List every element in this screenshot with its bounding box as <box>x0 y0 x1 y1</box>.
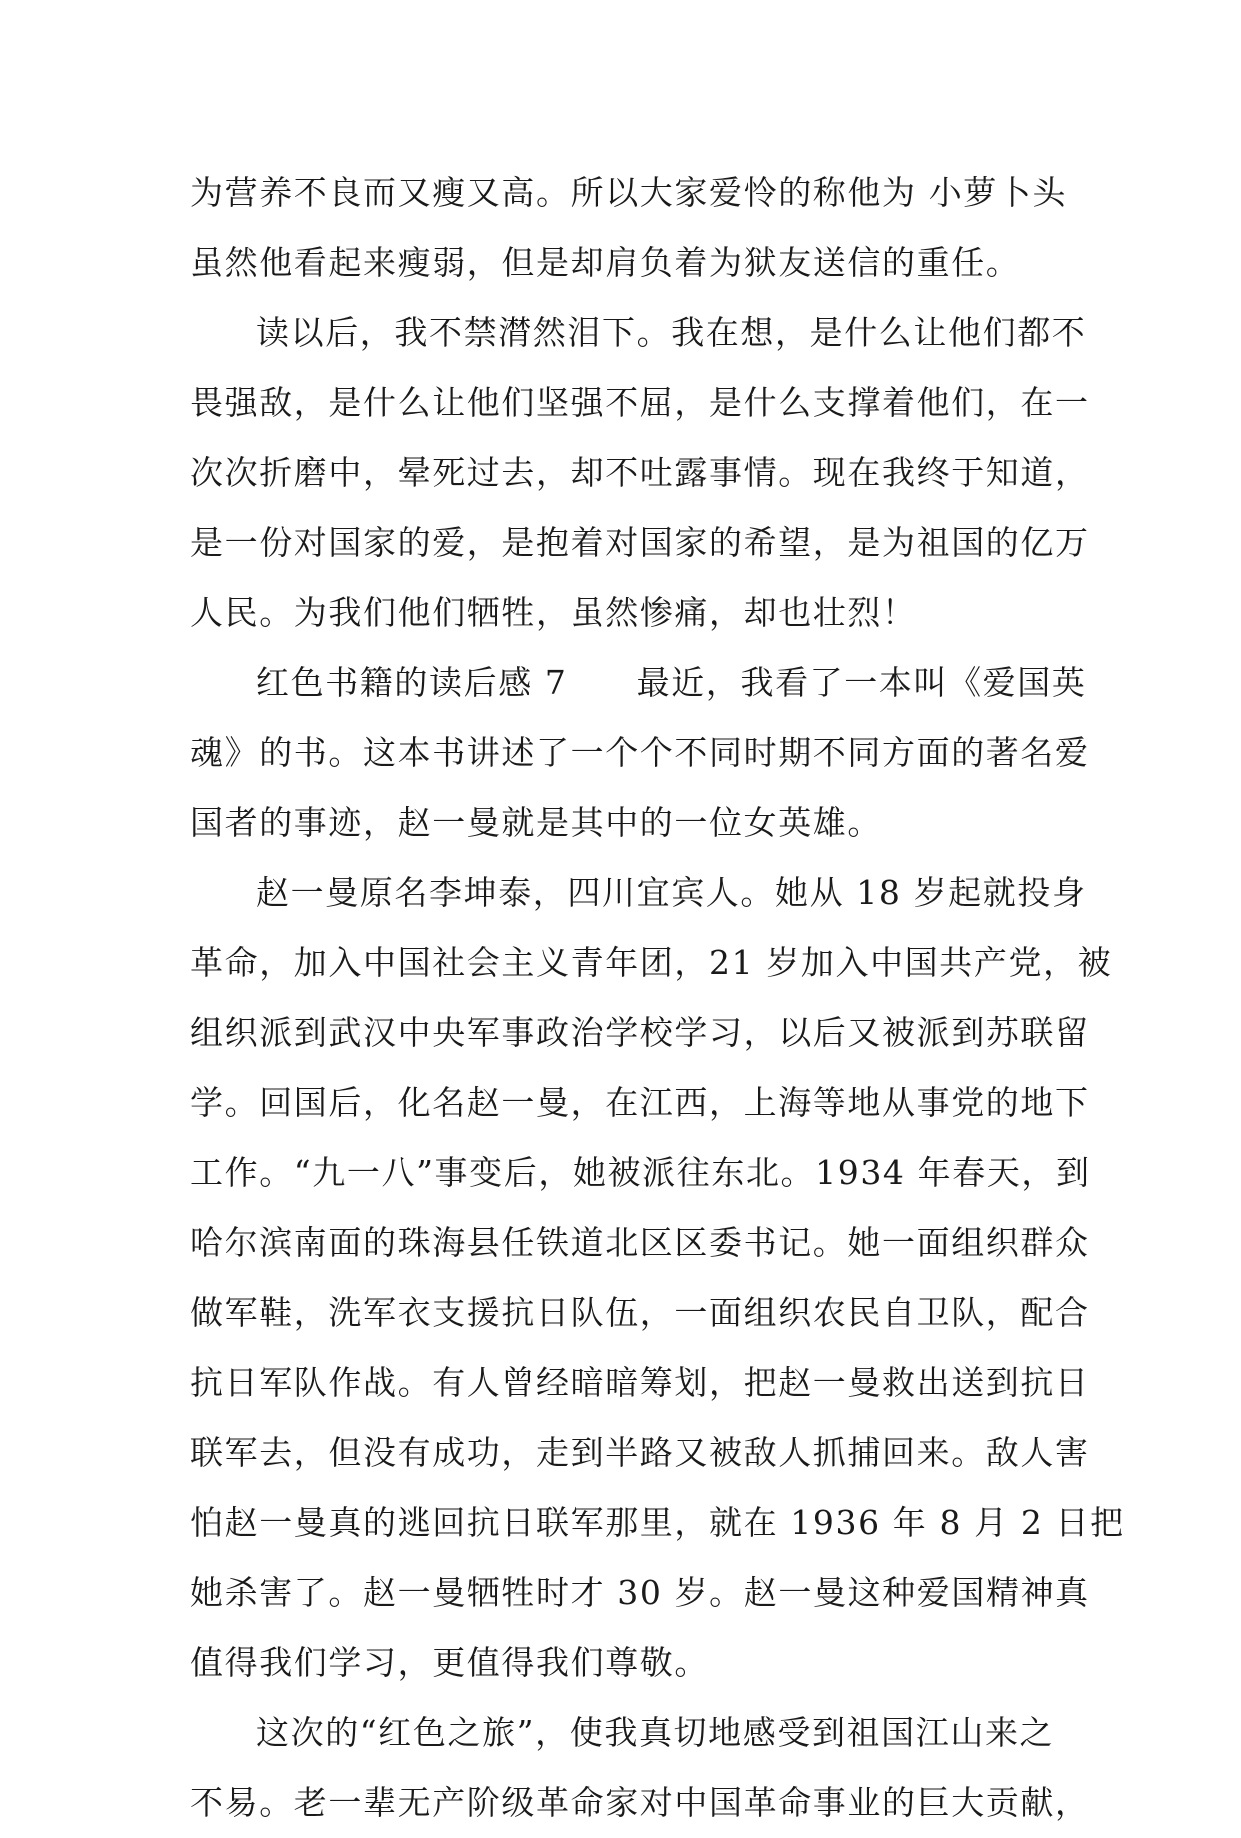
text-line: 人民。为我们他们牺牲，虽然惨痛，却也壮烈！ <box>190 593 917 632</box>
text-line: 值得我们学习，更值得我们尊敬。 <box>190 1643 709 1682</box>
document-body <box>190 158 1125 1838</box>
text-line: 学。回国后，化名赵一曼，在江西，上海等地从事党的地下 <box>190 1083 1090 1122</box>
text-line: 这次的“红色之旅”，使我真切地感受到祖国江山来之 <box>256 1713 1055 1752</box>
text-line: 工作。“九一八”事变后，她被派往东北。1934 年春天，到 <box>190 1153 1091 1192</box>
text-line: 不易。老一辈无产阶级革命家对中国革命事业的巨大贡献， <box>190 1783 1090 1822</box>
text-line: 是一份对国家的爱，是抱着对国家的希望，是为祖国的亿万 <box>190 523 1090 562</box>
text-line: 为营养不良而又瘦又高。所以大家爱怜的称他为 小萝卜头 <box>190 173 1068 212</box>
text-line: 抗日军队作战。有人曾经暗暗筹划，把赵一曼救出送到抗日 <box>190 1363 1090 1402</box>
text-line: 虽然他看起来瘦弱，但是却肩负着为狱友送信的重任。 <box>190 243 1021 282</box>
text-line: 红色书籍的读后感 7 最近，我看了一本叫《爱国英 <box>256 663 1087 702</box>
text-line: 哈尔滨南面的珠海县任铁道北区区委书记。她一面组织群众 <box>190 1223 1090 1262</box>
text-line: 国者的事迹，赵一曼就是其中的一位女英雄。 <box>190 803 882 842</box>
text-line: 魂》的书。这本书讲述了一个个不同时期不同方面的著名爱 <box>190 733 1090 772</box>
text-line: 做军鞋，洗军衣支援抗日队伍，一面组织农民自卫队，配合 <box>190 1293 1090 1332</box>
text-line: 革命，加入中国社会主义青年团，21 岁加入中国共产党，被 <box>190 943 1113 982</box>
text-line: 怕赵一曼真的逃回抗日联军那里，就在 1936 年 8 月 2 日把 <box>190 1503 1125 1542</box>
text-line: 读以后，我不禁潸然泪下。我在想，是什么让他们都不 <box>256 313 1087 352</box>
text-line: 赵一曼原名李坤泰，四川宜宾人。她从 18 岁起就投身 <box>256 873 1087 912</box>
text-line: 组织派到武汉中央军事政治学校学习，以后又被派到苏联留 <box>190 1013 1090 1052</box>
text-line: 畏强敌，是什么让他们坚强不屈，是什么支撑着他们，在一 <box>190 383 1090 422</box>
text-line: 次次折磨中，晕死过去，却不吐露事情。现在我终于知道， <box>190 453 1090 492</box>
text-line: 她杀害了。赵一曼牺牲时才 30 岁。赵一曼这种爱国精神真 <box>190 1573 1090 1612</box>
text-line: 联军去，但没有成功，走到半路又被敌人抓捕回来。敌人害 <box>190 1433 1090 1472</box>
